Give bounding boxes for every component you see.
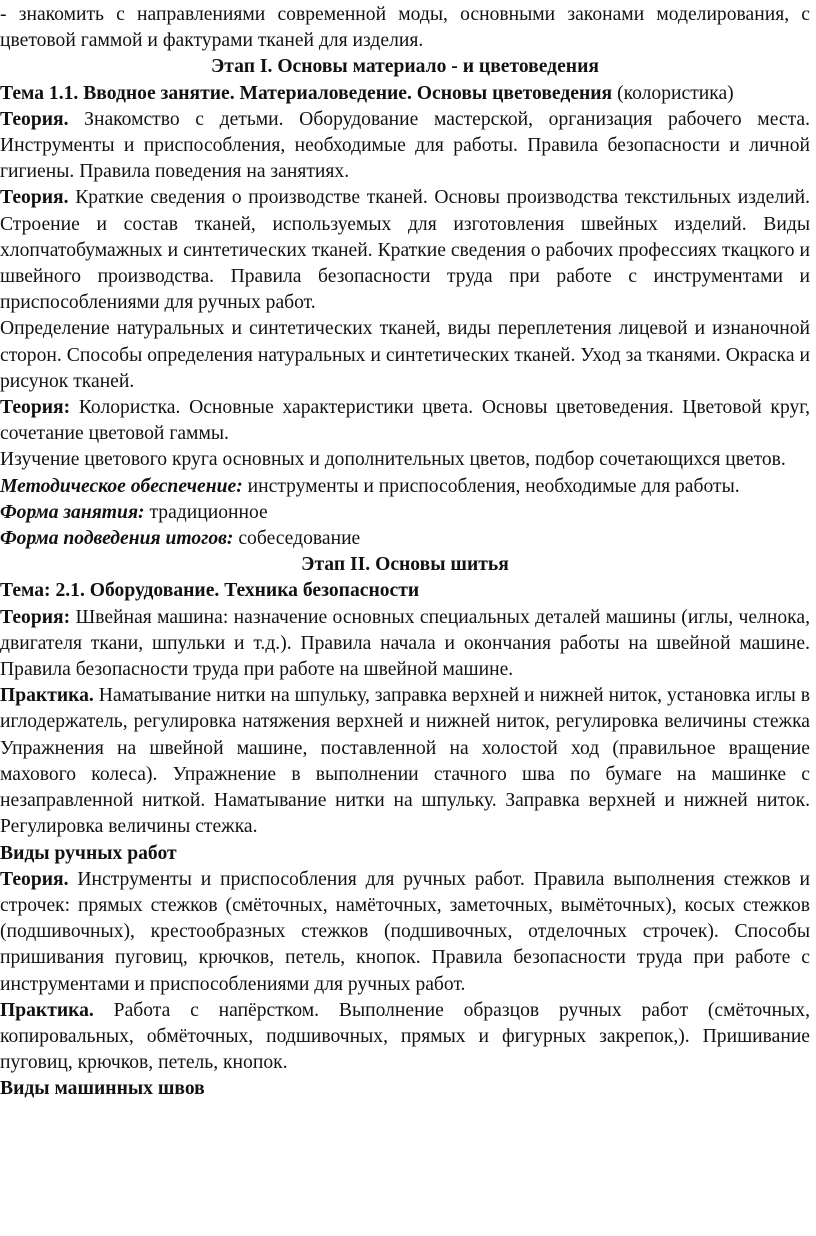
- result-label: Форма подведения итогов:: [0, 528, 234, 550]
- stage1-theory-paragraph-1: [0, 107, 810, 186]
- form-text: традиционное: [149, 501, 268, 523]
- topic-1-1-subtitle: (колористика): [617, 82, 734, 104]
- topic-1-1-title: [0, 81, 810, 107]
- stage2-heading: Этап II. Основы шитья: [301, 554, 509, 576]
- stage1-paragraph-3: Определение натуральных и синтетических тканей, виды переплетения лицевой и изнаночной сторон. Способы определения натуральных и синтетических тканей. Уход за тканями. Окраска и рисунок тканей.: [0, 318, 810, 392]
- topic-1-1-title-bold: Тема 1.1. Вводное занятие. Материаловедение. Основы цветоведения: [0, 82, 613, 104]
- method-paragraph: [0, 474, 810, 500]
- result-text: собеседование: [238, 528, 361, 550]
- stage2-theory-paragraph-1: [0, 605, 810, 684]
- result-paragraph: [0, 526, 810, 552]
- paragraph-text: Краткие сведения о производстве тканей. Основы производства текстильных изделий. Строение и состав тканей, используемых для изготовления швейных изделий. Виды хлопчатобумажных и синтетических тканей. Краткие сведения о рабочих профессиях ткацкого и швейного производства. Правила безопасности труда при работе с инструментами и приспособлениями для ручных работ.: [0, 187, 810, 314]
- practice-label: Практика.: [0, 685, 94, 707]
- stage1-paragraph-5: Изучение цветового круга основных и дополнительных цветов, подбор сочетающихся цветов.: [0, 449, 786, 471]
- form-paragraph: [0, 500, 810, 526]
- paragraph-text: Наматывание нитки на шпульку, заправка верхней и нижней ниток, установка иглы в иглодержатель, регулировка натяжения верхней и нижней ниток, регулировка величины стежка Упражнения на швейной машине, поставленной на холостой ход (правильное вращение махового колеса). Упражнение в выполнении стачного шва по бумаге на машинке с незаправленной ниткой. Наматывание нитки на шпульку. Заправка верхней и нижней ниток. Регулировка величины стежка.: [0, 685, 810, 838]
- stage2-practice-paragraph-2: [0, 683, 810, 840]
- topic-2-1-title: Тема: 2.1. Оборудование. Техника безопасности: [0, 580, 420, 602]
- method-label: Методическое обеспечение:: [0, 475, 243, 497]
- theory-label: Теория.: [0, 187, 69, 209]
- stage2-practice-paragraph-4: [0, 998, 810, 1077]
- paragraph-text: Швейная машина: назначение основных специальных деталей машины (иглы, челнока, двигателя ткани, шпульки и т.д.). Правила начала и окончания работы на швейной машине. Правила безопасности труда при работе на швейной машине.: [0, 606, 810, 681]
- practice-label: Практика.: [0, 999, 94, 1021]
- stage1-heading: Этап I. Основы материало - и цветоведения: [211, 56, 599, 78]
- stage2-theory-paragraph-3: [0, 867, 810, 998]
- stage1-theory-paragraph-2: [0, 185, 810, 316]
- stage1-theory-paragraph-4: [0, 395, 810, 447]
- theory-label: Теория.: [0, 868, 69, 890]
- hand-work-heading: Виды ручных работ: [0, 842, 177, 864]
- theory-label: Теория:: [0, 606, 71, 628]
- paragraph-text: Инструменты и приспособления для ручных работ. Правила выполнения стежков и строчек: прямых стежков (смёточных, намёточных, заметочных, вымёточных), косых стежков (подшивочных), крестообразных стежков (подшивочных, отделочных строчек). Способы пришивания пуговиц, крючков, петель, кнопок. Правила безопасности труда при работе с инструментами и приспособлениями для ручных работ.: [0, 868, 811, 995]
- paragraph-text: Колористка. Основные характеристики цвета. Основы цветоведения. Цветовой круг, сочетание цветовой гаммы.: [0, 397, 811, 445]
- form-label: Форма занятия:: [0, 501, 145, 523]
- method-text: инструменты и приспособления, необходимые для работы.: [247, 475, 740, 497]
- theory-label: Теория:: [0, 397, 71, 419]
- intro-paragraph: - знакомить с направлениями современной моды, основными законами моделирования, с цветовой гаммой и фактурами тканей для изделия.: [0, 4, 810, 52]
- theory-label: Теория.: [0, 108, 69, 130]
- machine-seams-heading: Виды машинных швов: [0, 1078, 205, 1100]
- paragraph-text: Работа с напёрстком. Выполнение образцов ручных работ (смёточных, копировальных, обмёточных, подшивочных, прямых и фигурных закрепок,). Пришивание пуговиц, крючков, петель, кнопок.: [0, 999, 810, 1074]
- paragraph-text: Знакомство с детьми. Оборудование мастерской, организация рабочего места. Инструменты и приспособления, необходимые для работы. Правила безопасности и личной гигиены. Правила поведения на занятиях.: [0, 108, 810, 183]
